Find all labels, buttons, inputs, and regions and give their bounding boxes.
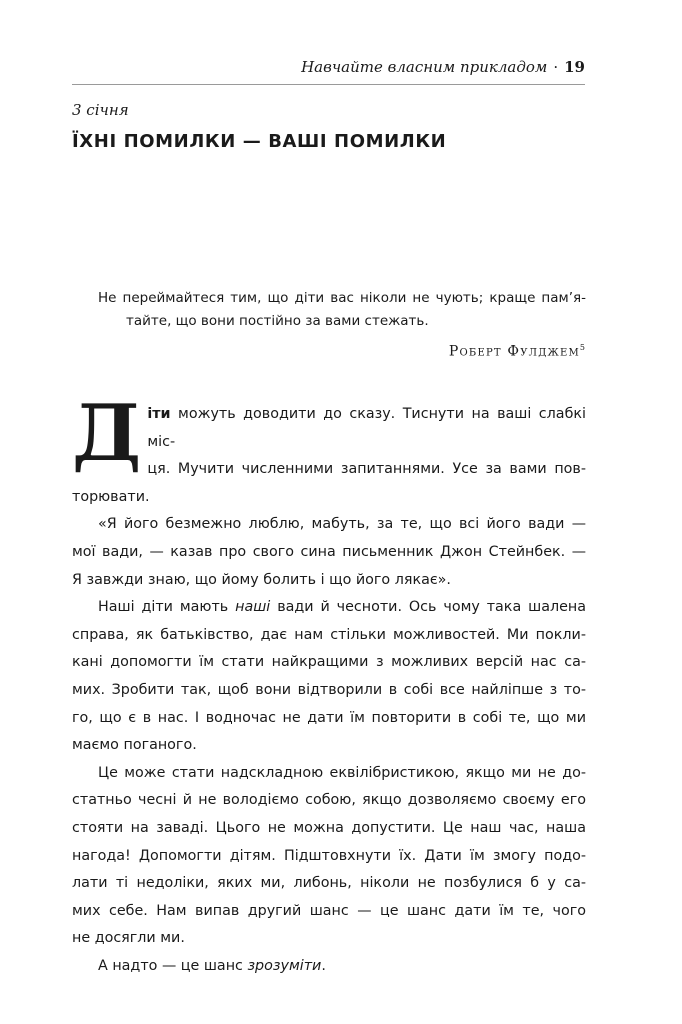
epigraph-author: [449, 343, 585, 360]
page-number: 19: [564, 58, 585, 76]
drop-cap: Д: [72, 388, 142, 479]
text-line: справа, як батьківство, дає нам стільки можливостей. Ми покли-: [72, 626, 586, 643]
header-separator: ·: [553, 58, 559, 76]
paragraph-3: Наші діти мають наші вади й чесноти. Ось чому така шалена справа, як батьківство, дає нам стільки можливостей. Ми покли- кані допомогти їм стати найкращими з можливих версій нас са- мих. Зробити так, щоб вони відтворили в собі все найліпше з то- го, що є в нас. І водночас не дати їм повторити в собі те, що ми маємо поганого.: [72, 594, 586, 760]
text-line: го, що є в нас. І водночас не дати їм повторити в собі те, що ми: [72, 709, 586, 726]
text-line: «Я його безмежно люблю, мабуть, за те, що всі його вади —: [98, 516, 586, 533]
text-line: лати ті недоліки, яких ми, либонь, ніколи не позбулися б у са-: [72, 875, 586, 892]
text-line: мої вади, — казав про свого сина письменник Джон Стейнбек. —: [72, 543, 586, 560]
epigraph: [98, 287, 586, 333]
text-line: не досягли ми.: [72, 930, 185, 947]
text-line: стояти на заваді. Цього не можна допустити. Це наш час, наша: [72, 819, 586, 836]
paragraph-2: [72, 511, 586, 594]
text-line: маємо поганого.: [72, 737, 197, 754]
text-line: ця. Мучити численними запитаннями. Усе за вами пов-: [147, 461, 586, 478]
paragraph-5: А надто — це шанс зрозуміти.: [98, 957, 326, 974]
epigraph-line-1: Не переймайтеся тим, що діти вас ніколи не чують; краще пам’я-: [98, 290, 586, 306]
text-line: мих себе. Нам випав другий шанс — це шанс дати їм те, чого: [72, 902, 586, 919]
lead-word: іти: [147, 406, 171, 422]
entry-title: ЇХНІ ПОМИЛКИ — ВАШІ ПОМИЛКИ: [72, 131, 447, 152]
text-line: мих. Зробити так, щоб вони відтворили в собі все найліпше з то-: [72, 681, 586, 698]
entry-date: 3 січня: [72, 101, 129, 119]
footnote-ref: 5: [579, 343, 585, 352]
text-line: Я завжди знаю, що йому болить і що його лякає».: [72, 571, 451, 588]
running-title: Навчайте власним прикладом: [301, 58, 548, 76]
text-line: Це може стати надскладною еквілібристикою, якщо ми не до-: [98, 764, 586, 781]
text-line: статньо чесні й не володіємо собою, якщо дозволяємо своєму его: [72, 792, 586, 809]
text-line: нагода! Допомогти дітям. Підштовхнути їх. Дати їм змогу подо-: [72, 847, 586, 864]
running-header: [72, 58, 585, 85]
text-line: торювати.: [72, 488, 150, 505]
epigraph-line-2: тайте, що вони постійно за вами стежать.: [126, 313, 429, 329]
paragraph-4: [72, 760, 586, 953]
text-line: кані допомогти їм стати найкращими з можливих версій нас са-: [72, 654, 586, 671]
emphasis: зрозуміти: [247, 957, 322, 974]
body-text: [72, 388, 586, 980]
paragraph-1: Д іти можуть доводити до сказу. Тиснути на ваші слабкі міс- ця. Мучити численними запитаннями. Усе за вами пов- торювати.: [72, 401, 586, 511]
epigraph-author-name: Роберт Фулджем: [448, 343, 580, 360]
emphasis: наші: [235, 599, 271, 616]
